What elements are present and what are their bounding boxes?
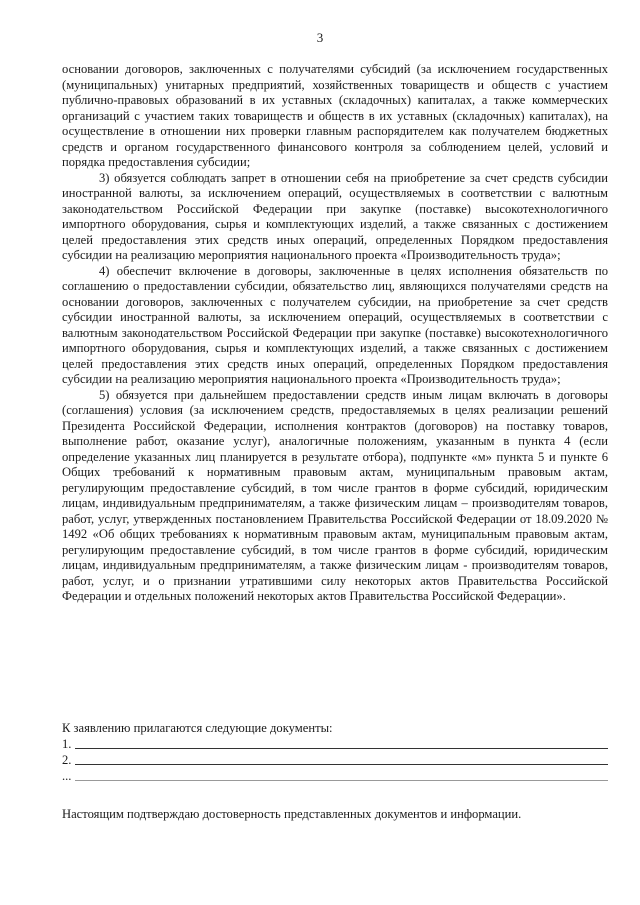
attachments-section: [62, 720, 608, 784]
attachment-fill-line: [75, 780, 608, 781]
paragraph-item-3: 3) обязуется соблюдать запрет в отношении себя на приобретение за счет средств субсидии иностранной валюты, за исключением операций, осуществляемых в соответствии с валютным законодательством Российской Федерации при закупке (поставке) высокотехнологичного импортного оборудования, сырья и комплектующих изделий, а также связанных с достижением целей предоставления этих средств иных операций, определенных Порядком предоставления субсидии на реализацию мероприятия национального проекта «Производительность труда»;: [62, 170, 608, 262]
attachment-number: 2.: [62, 753, 72, 767]
paragraph-item-4: 4) обеспечит включение в договоры, заключенные в целях исполнения обязательств по соглашению о предоставлении субсидии, обязательство лиц, являющихся получателями средств на основании договоров, заключенных с получателем субсидии, на приобретение за счет средств субсидии иностранной валюты, за исключением операций, осуществляемых в соответствии с валютным законодательством Российской Федерации при закупке (поставке) высокотехнологичного импортного оборудования, сырья и комплектующих изделий, а также связанных с достижением целей предоставления этих средств иных операций, определенных Порядком предоставления субсидии на реализацию мероприятия национального проекта «Производительность труда»;: [62, 263, 608, 386]
page-number: 3: [316, 30, 324, 45]
attachment-row-1: [62, 736, 608, 752]
paragraph-continuation: основании договоров, заключенных с получателями субсидий (за исключением государственных (муниципальных) унитарных предприятий, хозяйственных товариществ и обществ с участием публично-правовых образований в их уставных (складочных) капиталах, а также коммерческих организаций с участием таких товариществ и обществ в их уставных (складочных) капиталах), на осуществление в отношении них проверки главным распорядителем как получателем бюджетных средств и органом государственного финансового контроля за соблюдением целей, условий и порядка предоставления субсидии;: [62, 62, 608, 169]
attachment-row-2: [62, 752, 608, 768]
attachment-fill-line: [75, 748, 608, 749]
attachment-row-more: [62, 768, 608, 784]
attachment-number: 1.: [62, 737, 72, 751]
attachment-number: ...: [62, 769, 72, 783]
confirmation-statement: Настоящим подтверждаю достоверность представленных документов и информации.: [62, 807, 522, 821]
paragraph-item-5: 5) обязуется при дальнейшем предоставлении средств иным лицам включать в договоры (соглашения) условия (за исключением средств, предоставляемых в целях реализации решений Президента Российской Федерации, исполнения контрактов (договоров) на поставку товаров, выполнение работ, оказание услуг), аналогичные положениям, указанным в пункта 4 (если определение указанных лиц планируется в результате отбора), подпункте «м» пункта 5 и пункте 6 Общих требований к нормативным правовым актам, муниципальным правовым актам, регулирующим предоставление субсидий, в том числе грантов в форме субсидий, юридическим лицам, индивидуальным предпринимателям, а также физическим лицам – производителям товаров, работ, услуг, утвержденных постановлением Правительства Российской Федерации от 18.09.2020 № 1492 «Об общих требованиях к нормативным правовым актам, муниципальным правовым актам, регулирующим предоставление субсидий, в том числе грантов в форме субсидий, юридическим лицам, индивидуальным предпринимателям, а также физическим лицам - производителям товаров, работ, услуг, и о признании утратившими силу некоторых актов Правительства Российской Федерации и отдельных положений некоторых актов Правительства Российской Федерации».: [62, 387, 608, 603]
attachments-heading: К заявлению прилагаются следующие документы:: [62, 721, 333, 735]
attachment-fill-line: [75, 764, 608, 765]
document-body: [62, 62, 608, 605]
